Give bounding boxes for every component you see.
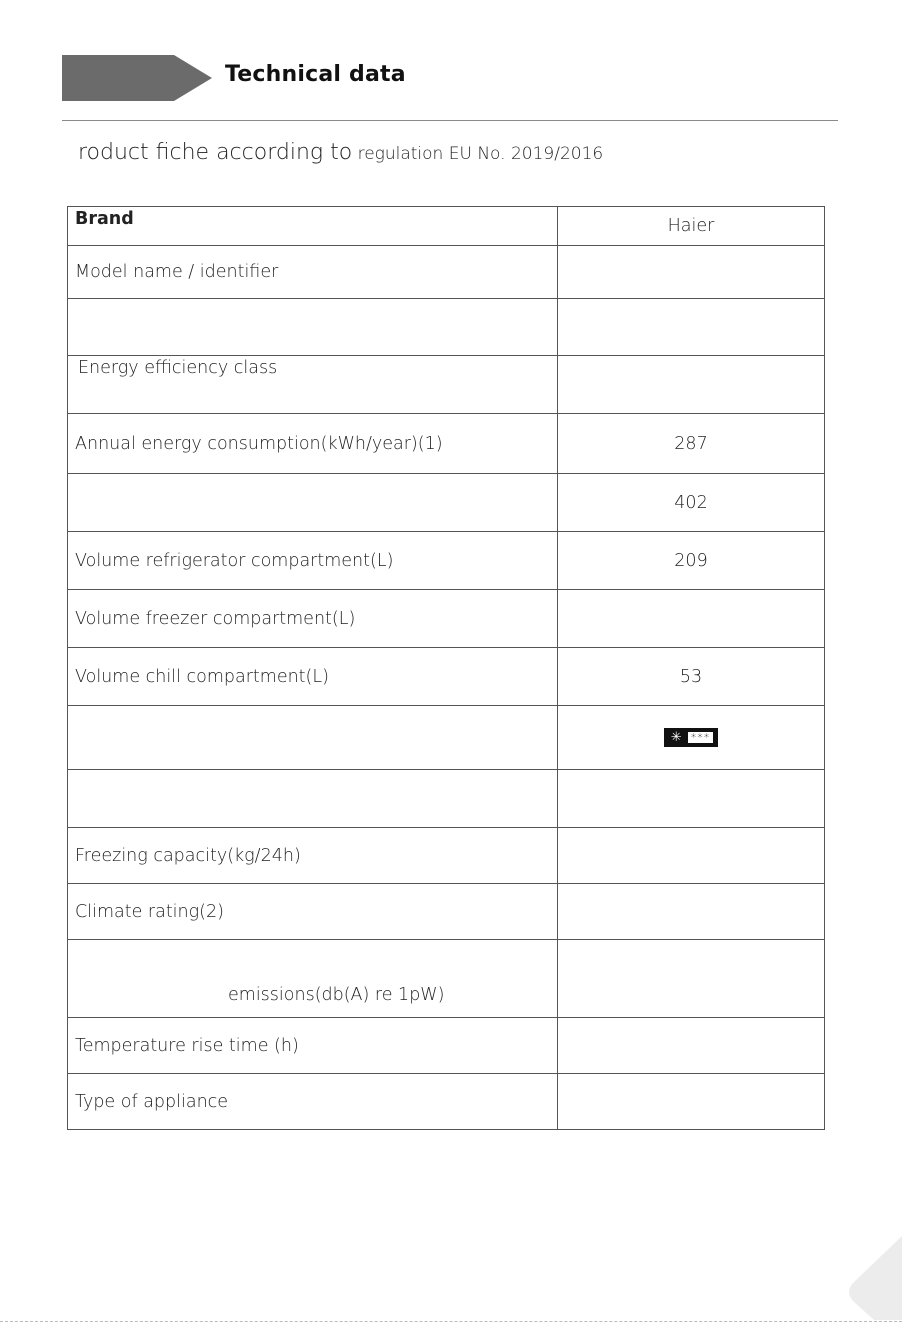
row-label: Climate rating(2) [68,884,558,940]
table-row [68,648,825,706]
row-label [68,299,558,356]
row-value [558,828,825,884]
row-value [558,706,825,770]
table-row [68,414,825,474]
product-fiche-subtitle [78,140,603,165]
row-label: Freezing capacity(kg/24h) [68,828,558,884]
table-row [68,1074,825,1130]
row-value [558,299,825,356]
row-label: Type of appliance [68,1074,558,1130]
row-value: 287 [558,414,825,474]
row-value [558,356,825,414]
footer-divider [0,1321,902,1323]
row-label: Brand [68,207,558,246]
table-row [68,207,825,246]
row-label: Annual energy consumption(kWh/year)(1) [68,414,558,474]
table-row [68,246,825,299]
row-value: 209 [558,532,825,590]
freezer-star-icon [664,728,718,747]
row-value [558,590,825,648]
row-label: Volume freezer compartment(L) [68,590,558,648]
row-label [68,474,558,532]
row-value: Haier [558,207,825,246]
row-value: 53 [558,648,825,706]
star-rating-left: ✳ [670,730,682,745]
table-row [68,1018,825,1074]
row-label: Volume refrigerator compartment(L) [68,532,558,590]
table-row [68,356,825,414]
row-value [558,940,825,1018]
row-label: Volume chill compartment(L) [68,648,558,706]
table-row [68,828,825,884]
row-label: Model name / identifier [68,246,558,299]
row-label: Energy efficiency class [68,356,558,414]
table-row [68,706,825,770]
table-row [68,770,825,828]
header-divider [62,120,838,121]
row-value [558,1074,825,1130]
row-value [558,1018,825,1074]
row-value [558,246,825,299]
table-row [68,940,825,1018]
table-row [68,299,825,356]
row-value [558,770,825,828]
table-row [68,474,825,532]
table-row [68,532,825,590]
table-row [68,590,825,648]
row-label [68,770,558,828]
page-corner-icon [840,1230,902,1320]
subtitle-part-1: roduct fiche according to [78,140,353,165]
star-rating-right: *** [688,732,714,743]
row-value [558,884,825,940]
page-title: Technical data [225,62,406,87]
row-value: 402 [558,474,825,532]
row-label [68,706,558,770]
row-label: emissions(db(A) re 1pW) [68,940,558,1018]
row-label: Temperature rise time (h) [68,1018,558,1074]
header-arrow-banner [62,55,212,101]
subtitle-part-2: regulation EU No. 2019/2016 [352,144,604,164]
product-fiche-table [67,206,825,1130]
table-row [68,884,825,940]
arrow-banner-icon [62,55,212,101]
